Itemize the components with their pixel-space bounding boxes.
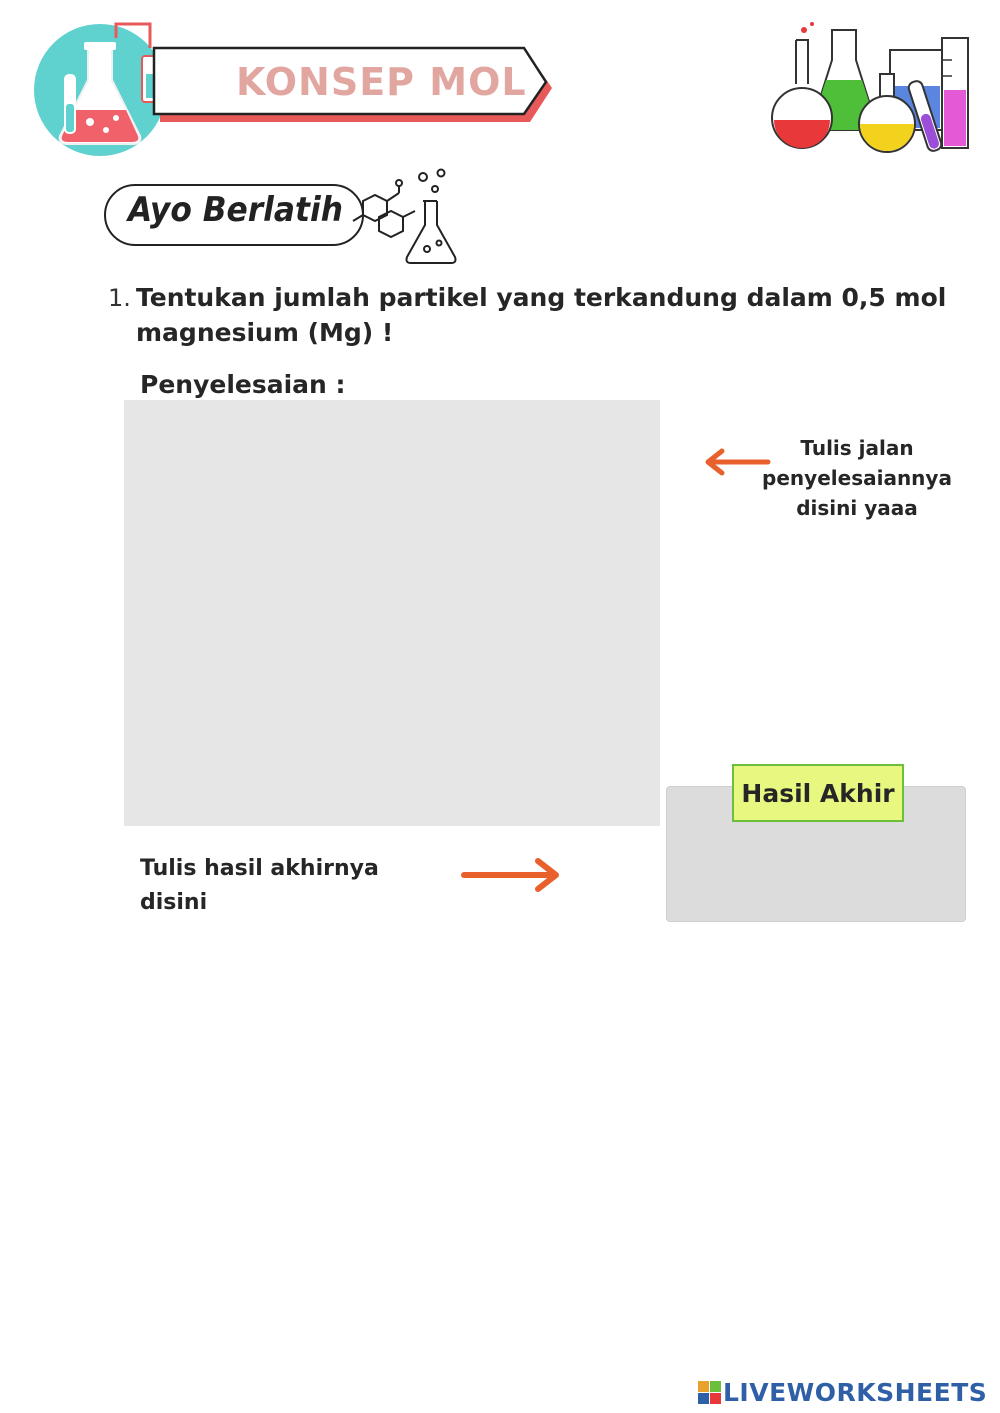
lab-glassware-icon — [770, 20, 985, 160]
section-label: Ayo Berlatih — [128, 190, 343, 230]
solution-answer-area[interactable] — [124, 400, 660, 826]
page-title: KONSEP MOL — [236, 60, 527, 104]
solution-label: Penyelesaian : — [140, 370, 346, 399]
liveworksheets-logo-icon — [697, 1379, 723, 1407]
question-text: Tentukan jumlah partikel yang terkandung dalam 0,5 mol magnesium (Mg) ! — [136, 283, 947, 347]
molecule-flask-icon — [345, 165, 470, 267]
result-hint: Tulis hasil akhirnya disini — [140, 856, 379, 915]
solution-hint: Tulis jalan penyelesaiannya disini yaaa — [762, 436, 952, 520]
footer-brand — [697, 1378, 987, 1407]
question-number: 1. — [108, 284, 131, 312]
result-badge: Hasil Akhir — [732, 764, 904, 822]
footer-brand-text: LIVEWORKSHEETS — [723, 1378, 988, 1407]
arrow-right-icon — [458, 855, 566, 895]
